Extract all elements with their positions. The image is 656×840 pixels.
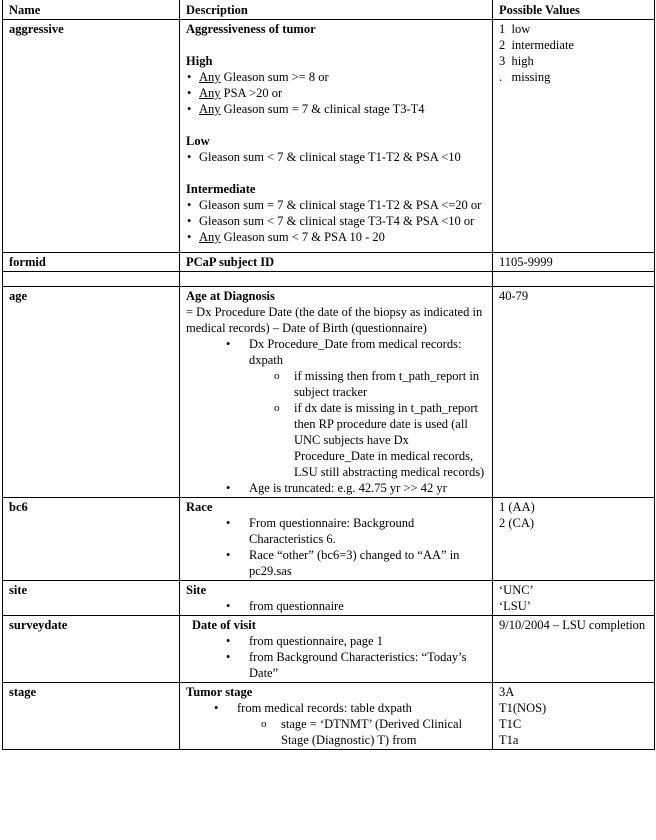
high-label: High [186,54,213,68]
header-description: Description [180,0,493,20]
low-criteria-list [186,149,487,165]
var-values-stage [493,683,655,750]
desc-title: Site [186,583,207,597]
var-name-stage: stage [3,683,180,750]
low-label: Low [186,134,210,148]
list-item: o if missing then from t_path_report in subject tracker [186,368,487,400]
header-name: Name [3,0,180,20]
bc6-bullets [186,515,487,579]
age-bullets [186,336,487,368]
age-formula: = Dx Procedure Date (the date of the biopsy as indicated in medical records) – Date of Birth (questionnaire) [186,305,483,335]
var-values-bc6 [493,498,655,581]
list-item: • from questionnaire [186,598,487,614]
table-row-surveydate [3,616,655,683]
value-item: T1C [499,717,522,731]
stage-bullets [186,700,487,716]
var-desc-surveydate [180,616,493,683]
intermediate-criteria-list [186,197,487,245]
value-item: 2 intermediate [499,38,574,52]
age-bullets-2 [186,480,487,496]
var-values-site [493,581,655,616]
value-item: 3 high [499,54,534,68]
list-item: • Any Gleason sum >= 8 or [186,69,487,85]
header-possible-values: Possible Values [493,0,655,20]
table-row-aggressive [3,20,655,253]
value-item: 3A [499,685,515,699]
site-bullets [186,598,487,614]
value-item: 2 (CA) [499,516,535,530]
list-item: • Dx Procedure_Date from medical records: dxpath [186,336,487,368]
list-item: • From questionnaire: Background Characteristics 6. [186,515,487,547]
var-name-age: age [3,287,180,498]
list-item: • Gleason sum < 7 & clinical stage T3-T4 & PSA <10 or [186,213,487,229]
var-name-formid: formid [3,253,180,272]
table-row-bc6 [3,498,655,581]
age-sub-bullets [186,368,487,480]
list-item: o if dx date is missing in t_path_report then RP procedure date is used (all UNC subjects have Dx Procedure_Date in medical records, LSU still abstracting medical records) [186,400,487,480]
value-item: ‘UNC’ [499,583,534,597]
desc-title: Age at Diagnosis [186,289,275,303]
table-row-age [3,287,655,498]
value-item: . missing [499,70,551,84]
value-item: T1a [499,733,519,747]
table-row-formid [3,253,655,272]
var-values-aggressive [493,20,655,253]
var-desc-formid: PCaP subject ID [180,253,493,272]
list-item: • Race “other” (bc6=3) changed to “AA” in pc29.sas [186,547,487,579]
table-row-spacer [3,272,655,287]
var-values-age: 40-79 [493,287,655,498]
desc-title: Race [186,500,213,514]
var-values-formid: 1105-9999 [493,253,655,272]
var-values-surveydate: 9/10/2004 – LSU completion [493,616,655,683]
variable-table [2,0,655,750]
value-item: 1 low [499,22,531,36]
desc-title: Tumor stage [186,685,253,699]
list-item: • Gleason sum = 7 & clinical stage T1-T2 & PSA <=20 or [186,197,487,213]
var-desc-stage [180,683,493,750]
var-desc-age [180,287,493,498]
intermediate-label: Intermediate [186,182,256,196]
desc-title: Aggressiveness of tumor [186,22,316,36]
value-item: ‘LSU’ [499,599,531,613]
var-desc-aggressive [180,20,493,253]
stage-sub-bullets [186,716,487,748]
high-criteria-list [186,69,487,117]
var-name-aggressive: aggressive [3,20,180,253]
list-item: • Any Gleason sum < 7 & PSA 10 - 20 [186,229,487,245]
list-item: • from medical records: table dxpath [186,700,487,716]
surveydate-bullets [186,633,487,681]
var-desc-site [180,581,493,616]
list-item: • from Background Characteristics: “Today’s Date” [186,649,487,681]
var-name-bc6: bc6 [3,498,180,581]
value-item: T1(NOS) [499,701,547,715]
table-row-site [3,581,655,616]
list-item: • Any Gleason sum = 7 & clinical stage T3-T4 [186,101,487,117]
list-item: • Any PSA >20 or [186,85,487,101]
var-name-site: site [3,581,180,616]
var-desc-bc6 [180,498,493,581]
table-header-row [3,0,655,20]
list-item: • from questionnaire, page 1 [186,633,487,649]
list-item: • Gleason sum < 7 & clinical stage T1-T2 & PSA <10 [186,149,487,165]
list-item: o stage = ‘DTNMT’ (Derived Clinical Stage (Diagnostic) T) from [186,716,487,748]
table-row-stage [3,683,655,750]
desc-title: Date of visit [192,618,256,632]
var-name-surveydate: surveydate [3,616,180,683]
list-item: • Age is truncated: e.g. 42.75 yr >> 42 yr [186,480,487,496]
value-item: 1 (AA) [499,500,535,514]
